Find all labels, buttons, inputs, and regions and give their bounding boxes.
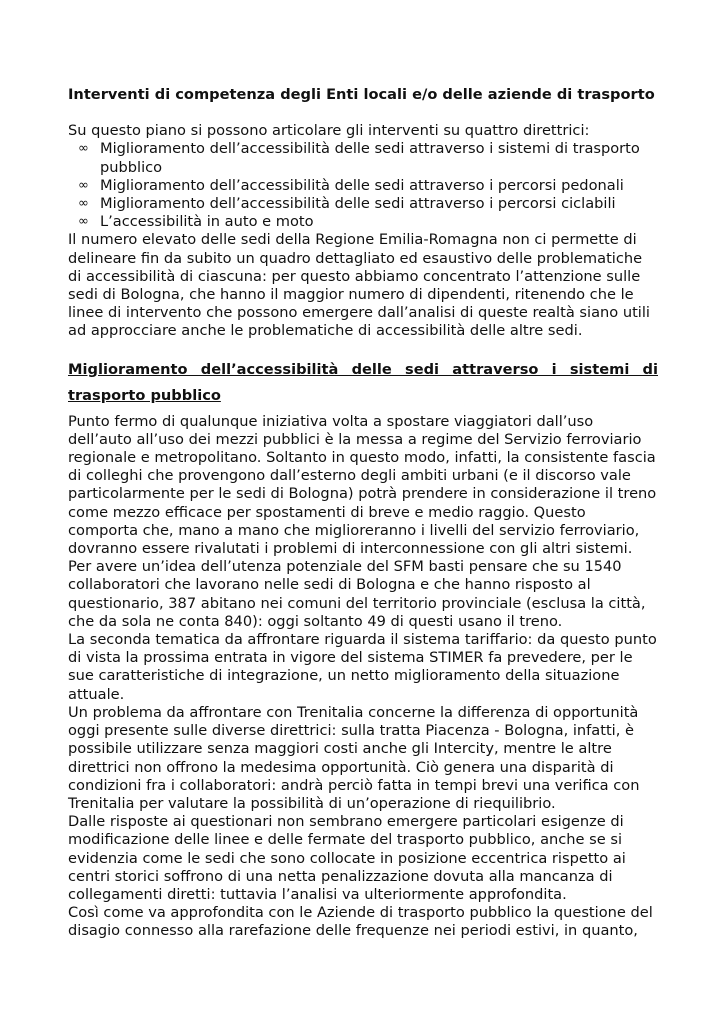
page-heading: Interventi di competenza degli Enti locali e/o delle aziende di trasporto: [68, 86, 655, 103]
list-item: ∞ Miglioramento dell’accessibilità delle sedi attraverso i percorsi pedonali: [78, 176, 624, 194]
list-item: ∞ Miglioramento dell’accessibilità delle sedi attraverso i percorsi ciclabili: [78, 195, 616, 213]
body-paragraph: Un problema da affrontare con Trenitalia concerne la differenza di opportunità oggi presente sulle diverse direttrici: sulla tratta Piacenza - Bologna, infatti, è possibile utilizzare senza maggiori costi anche gli Intercity, mentre le altre direttrici non offrono la medesima opportunità. Ciò genera una disparità di condizioni fra i collaboratori: andrà perciò fatta in tempi brevi una verifica con Trenitalia per valutare la possibilità di un’operazione di riequilibrio.: [68, 703, 640, 812]
section-title: Miglioramento dell’accessibilità delle sedi attraverso i sistemi di trasporto pubblico: [68, 360, 658, 404]
body-paragraph: Il numero elevato delle sedi della Regione Emilia-Romagna non ci permette di delineare fin da subito un quadro dettagliato ed esaustivo delle problematiche di accessibilità di ciascuna: per questo abbiamo concentrato l’attenzione sulle sedi di Bologna, che hanno il maggior numero di dipendenti, ritenendo che le linee di intervento che possono emergere dall’analisi di queste realtà siano utili ad approcciare anche le problematiche di accessibilità delle altre sedi.: [68, 231, 650, 340]
body-paragraph: La seconda tematica da affrontare riguarda il sistema tariffario: da questo punto di vista la prossima entrata in vigore del sistema STIMER fa prevedere, per le sue caratteristiche di integrazione, un netto miglioramento della situazione attuale.: [68, 631, 657, 703]
body-paragraph: Dalle risposte ai questionari non sembrano emergere particolari esigenze di modificazione delle linee e delle fermate del trasporto pubblico, anche se si evidenzia come le sedi che sono collocate in posizione eccentrica rispetto ai centri storici soffrono di una netta penalizzazione dovuta alla mancanza di collegamenti diretti: tuttavia l’analisi va ulteriormente approfondita.: [68, 813, 626, 903]
body-paragraph: Così come va approfondita con le Aziende di trasporto pubblico la questione del disagio connesso alla rarefazione delle frequenze nei periodi estivi, in quanto,: [68, 904, 653, 940]
list-item: ∞ Miglioramento dell’accessibilità delle sedi attraverso i sistemi di trasporto pubblico: [78, 140, 640, 176]
list-item: ∞ L’accessibilità in auto e moto: [78, 213, 314, 231]
infinity-bullet-icon: ∞: [78, 177, 89, 193]
body-paragraph: Per avere un’idea dell’utenza potenziale del SFM basti pensare che su 1540 collaboratori che lavorano nelle sedi di Bologna e che hanno risposto al questionario, 387 abitano nei comuni del territorio provinciale (esclusa la città, che da sola ne conta 840): oggi soltanto 49 di questi usano il treno.: [68, 558, 646, 630]
infinity-bullet-icon: ∞: [78, 141, 89, 157]
infinity-bullet-icon: ∞: [78, 196, 89, 212]
infinity-bullet-icon: ∞: [78, 214, 89, 230]
document-page: [68, 86, 658, 941]
intro-paragraph: Su questo piano si possono articolare gli interventi su quattro direttrici:: [68, 122, 590, 140]
direttrici-list: [68, 140, 658, 231]
body-paragraph: Punto fermo di qualunque iniziativa volta a spostare viaggiatori dall’uso dell’auto all’uso dei mezzi pubblici è la messa a regime del Servizio ferroviario regionale e metropolitano. Soltanto in questo modo, infatti, la consistente fascia di colleghi che provengono dall’esterno degli ambiti urbani (e il discorso vale particolarmente per le sedi di Bologna) potrà prendere in considerazione il treno come mezzo efficace per spostamenti di breve e medio raggio. Questo comporta che, mano a mano che miglioreranno i livelli del servizio ferroviario, dovranno essere rivalutati i problemi di interconnessione con gli altri sistemi.: [68, 412, 657, 558]
